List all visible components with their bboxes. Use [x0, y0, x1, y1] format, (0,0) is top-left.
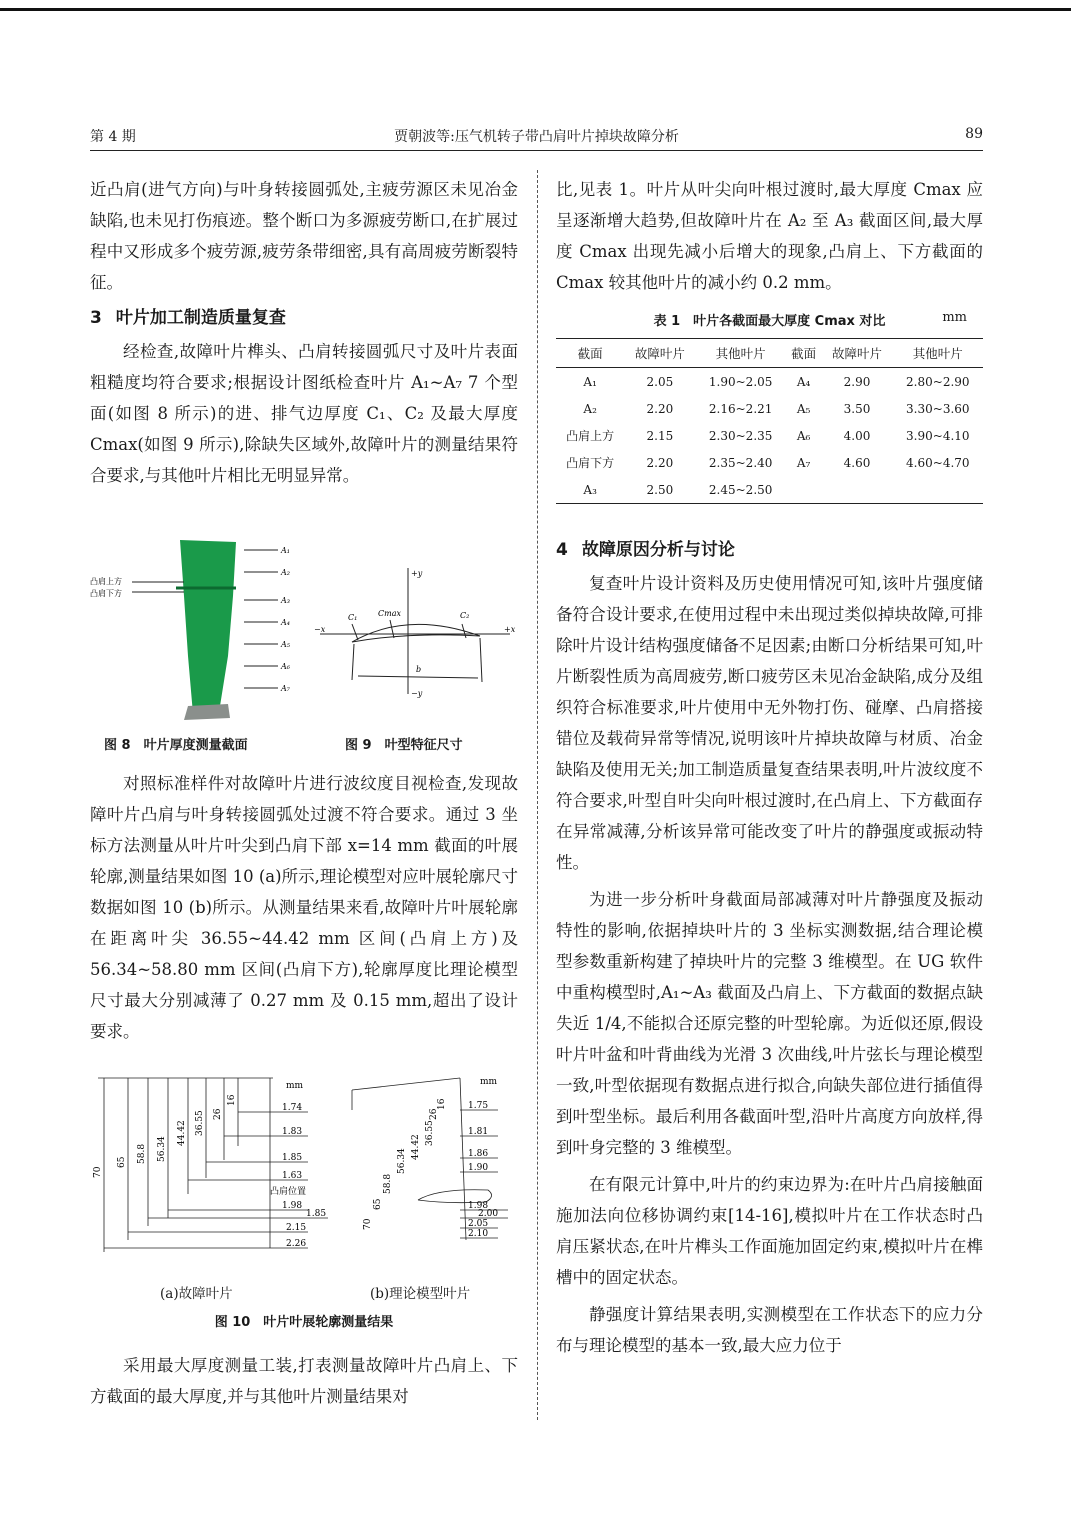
figure-10-caption: 图 10 叶片叶展轮廓测量结果 [214, 1315, 394, 1330]
val-a: 1.74 [282, 1103, 303, 1113]
axis-plus-y: +y [411, 569, 423, 578]
axis-minus-x: −x [314, 625, 326, 634]
label-upper-shoulder: 凸肩上方 [90, 577, 122, 586]
dim-b: 44.42 [411, 1134, 421, 1160]
val-a: 1.63 [282, 1171, 303, 1181]
label-a1: A₁ [281, 546, 290, 555]
label-a7: A₇ [281, 684, 290, 693]
label-a4: A₄ [281, 618, 290, 627]
label-a6: A₆ [281, 662, 290, 671]
dim-a: 16 [227, 1094, 237, 1106]
paragraph: 在有限元计算中,叶片的约束边界为:在叶片凸肩接触面施加法向位移协调约束[14-16],模拟叶片在工作状态时凸肩压紧状态,在叶片榫头工作面施加固定约束,模拟叶片在榫槽中的固定状态。 [556, 1175, 983, 1287]
dim-b: 26 [429, 1108, 439, 1120]
top-border [0, 8, 1071, 11]
dim-a: 65 [117, 1156, 127, 1168]
label-c1: C₁ [348, 613, 358, 622]
shoulder-position-label: 凸肩位置 [270, 1187, 307, 1197]
val-a: 1.83 [282, 1127, 303, 1137]
paragraph: 对照标准样件对故障叶片进行波纹度目视检查,发现故障叶片凸肩与叶身转接圆弧处过渡不符合要求。通过 3 坐标方法测量从叶片叶尖到凸肩下部 x=14 mm 截面的叶展轮廓,测量结果如图 10 (a)所示,理论模型对应叶展轮廓尺寸数据如图 10 (b)所示。从测量结果来看,故障叶片叶展轮廓在距离叶尖 36.55~44.42 mm 区间(凸肩上方)及 56.34~58.80 mm 区间(凸肩下方),轮廓厚度比理论模型尺寸最大分别减薄了 0.27 mm 及 0.15 mm,超出了设计要求。 [90, 774, 518, 1041]
val-b: 2.05 [468, 1219, 489, 1229]
left-column-end [90, 1350, 518, 1412]
val-b: 1.75 [468, 1101, 489, 1111]
dim-a: 70 [93, 1166, 103, 1178]
figure-10b-subcaption: (b)理论模型叶片 [370, 1286, 471, 1302]
column-divider [537, 170, 538, 1420]
table-header-row: 截面 故障叶片 其他叶片 截面 故障叶片 其他叶片 [556, 339, 983, 368]
table-row: A₁ 2.05 1.90~2.05 A₄ 2.90 2.80~2.90 [583, 374, 970, 389]
val-a: 2.15 [286, 1223, 307, 1233]
dim-a: 56.34 [157, 1136, 167, 1162]
val-a: 2.26 [286, 1239, 307, 1249]
right-column-cont [556, 530, 983, 1361]
table-row: A₂ 2.20 2.16~2.21 A₅ 3.50 3.30~3.60 [583, 401, 970, 416]
axis-plus-x: +x [504, 625, 516, 634]
table-row: A₃ 2.50 2.45~2.50 [556, 476, 983, 504]
table-row: 凸肩下方 2.20 2.35~2.40 A₇ 4.60 4.60~4.70 [566, 455, 970, 470]
figure-9-caption: 图 9 叶型特征尺寸 [345, 738, 463, 753]
dim-b: 65 [373, 1198, 383, 1210]
val-b: 1.86 [468, 1149, 489, 1159]
paragraph: 静强度计算结果表明,实测模型在工作状态下的应力分布与理论模型的基本一致,最大应力位于 [556, 1305, 983, 1355]
val-a: 1.98 [282, 1201, 303, 1211]
section-heading-3: 3 叶片加工制造质量复查 [90, 308, 286, 328]
dim-b: 36.55 [425, 1120, 435, 1146]
dim-a: 26 [213, 1108, 223, 1120]
unit-label-a: mm [286, 1081, 304, 1091]
paragraph: 为进一步分析叶身截面局部减薄对叶片静强度及振动特性的影响,依据掉块叶片的 3 坐标实测数据,结合理论模型参数重新构建了掉块叶片的完整 3 维模型。在 UG 软件中重构模型时,A₁~A₃ 截面及凸肩上、下方截面的数据点缺失近 1/4,不能拟合还原完整的叶型轮廓。为近似还原,假设叶片叶盆和叶背曲线为光滑 3 次曲线,叶片弦长与理论模型一致,叶型依据现有数据点进行拟合,向缺失部位进行插值得到叶型坐标。最后利用各截面叶型,沿叶片高度方向放样,得到叶身完整的 3 维模型。 [556, 890, 983, 1157]
label-a2: A₂ [281, 568, 290, 577]
dim-b: 58.8 [383, 1173, 393, 1194]
table-unit: mm [942, 310, 967, 325]
paragraph: 采用最大厚度测量工装,打表测量故障叶片凸肩上、下方截面的最大厚度,并与其他叶片测量结果对 [90, 1356, 518, 1406]
label-a3: A₃ [281, 596, 290, 605]
blade-body [180, 540, 236, 714]
table-1 [556, 338, 983, 504]
running-title: 贾朝波等:压气机转子带凸肩叶片掉块故障分析 [394, 129, 679, 145]
val-b: 2.00 [478, 1209, 499, 1219]
axis-minus-y: −y [411, 689, 423, 698]
dim-b: 56.34 [397, 1148, 407, 1174]
val-b: 1.90 [468, 1163, 489, 1173]
val-b: 1.98 [468, 1201, 489, 1211]
section-heading-4: 4 故障原因分析与讨论 [556, 540, 735, 560]
left-column [90, 174, 518, 491]
dim-a: 44.42 [177, 1120, 187, 1146]
paragraph: 经检查,故障叶片榫头、凸肩转接圆弧尺寸及叶片表面粗糙度均符合要求;根据设计图纸检查叶片 A₁~A₇ 7 个型面(如图 8 所示)的进、排气边厚度 C₁、C₂ 及最大厚度 Cmax(如图 9 所示),除缺失区域外,故障叶片的测量结果符合要求,与其他叶片相比无明显异常。 [90, 342, 518, 485]
right-column [556, 174, 983, 298]
label-cmax: Cmax [378, 609, 401, 618]
running-header [90, 126, 983, 152]
val-a: 1.85 [306, 1209, 327, 1219]
label-b: b [416, 665, 422, 674]
dim-a: 58.8 [137, 1143, 147, 1164]
label-a5: A₅ [281, 640, 290, 649]
val-b: 2.10 [468, 1229, 489, 1239]
figure-10a-subcaption: (a)故障叶片 [160, 1286, 233, 1302]
page-number: 89 [965, 126, 983, 142]
issue-number: 第 4 期 [90, 129, 136, 145]
dim-b: 70 [363, 1218, 373, 1230]
figure-8-blade [88, 536, 298, 726]
table-row: 凸肩上方 2.15 2.30~2.35 A₆ 4.00 3.90~4.10 [566, 428, 970, 443]
val-b: 1.81 [468, 1127, 489, 1137]
figure-10-profiles [88, 1070, 524, 1280]
dim-b: 16 [437, 1098, 447, 1110]
label-c2: C₂ [460, 611, 470, 620]
blade-root [184, 704, 230, 720]
header-rule [90, 150, 983, 151]
figure-9-airfoil [312, 562, 520, 702]
paragraph: 比,见表 1。叶片从叶尖向叶根过渡时,最大厚度 Cmax 应呈逐渐增大趋势,但故障叶片在 A₂ 至 A₃ 截面区间,最大厚度 Cmax 出现先减小后增大的现象,凸肩上、下方截面的 Cmax 较其他叶片的减小约 0.2 mm。 [556, 180, 983, 292]
label-lower-shoulder: 凸肩下方 [90, 589, 122, 598]
unit-label-b: mm [480, 1077, 498, 1087]
table-title: 表 1 叶片各截面最大厚度 Cmax 对比 [653, 314, 886, 329]
paragraph: 复查叶片设计资料及历史使用情况可知,该叶片强度储备符合设计要求,在使用过程中未出现过类似掉块故障,可排除叶片设计结构强度储备不足因素;由断口分析结果可知,叶片断裂性质为高周疲劳,断口疲劳区未见冶金缺陷,成分及组织符合标准要求,叶片使用中无外物打伤、碰摩、凸肩搭接错位及载荷异常等情况,说明该叶片掉块故障与材质、冶金缺陷及使用无关;加工制造质量复查结果表明,叶片波纹度不符合要求,叶型自叶尖向叶根过渡时,在凸肩上、下方截面存在异常减薄,分析该异常可能改变了叶片的静强度或振动特性。 [556, 574, 983, 872]
dim-a: 36.55 [195, 1110, 205, 1136]
val-a: 1.85 [282, 1153, 303, 1163]
figure-8-caption: 图 8 叶片厚度测量截面 [104, 738, 248, 753]
left-column-cont [90, 768, 518, 1047]
paragraph: 近凸肩(进气方向)与叶身转接圆弧处,主疲劳源区未见冶金缺陷,也未见打伤痕迹。整个断口为多源疲劳断口,在扩展过程中又形成多个疲劳源,疲劳条带细密,具有高周疲劳断裂特征。 [90, 180, 518, 292]
